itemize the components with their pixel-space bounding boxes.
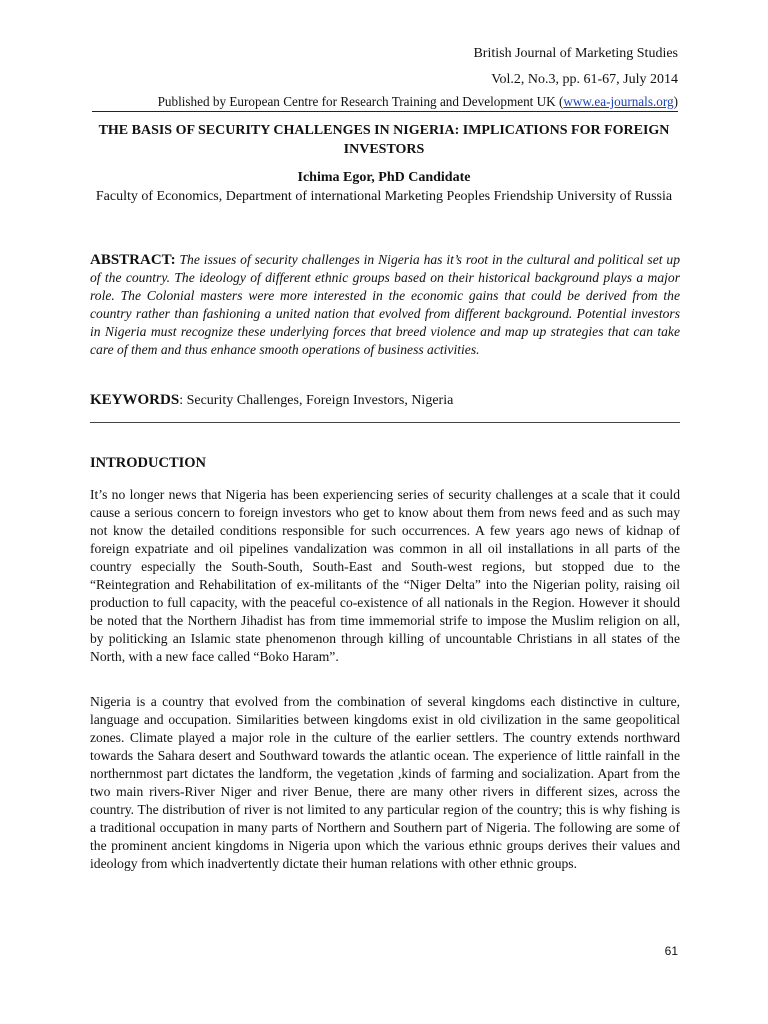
section-divider [90, 422, 680, 423]
abstract-label: ABSTRACT: [90, 252, 176, 268]
publisher-prefix: Published by European Centre for Research Training and Development UK ( [157, 94, 564, 109]
author-name: Ichima Egor, PhD Candidate [297, 170, 471, 185]
introduction-paragraph-2: Nigeria is a country that evolved from the combination of several kingdoms each distinctive in culture, language and occupation. Similarities between kingdoms exist in old civilization in the same geopolitical zones. Climate played a major role in the culture of the earlier settlers. The country extends northward towards the Sahara desert and Southward towards the atlantic ocean. The experience of little rainfall in the northernmost part dictates the landform, the vegetation ,kinds of farming and socialization. Apart from the two main rivers-River Niger and river Benue, there are many other rivers in different sizes, across the country. The distribution of river is not limited to any particular region of the country; this is why fishing is a traditional occupation in many parts of Northern and Southern part of Nigeria. The following are some of the prominent ancient kingdoms in Nigeria upon which the various ethnic groups derives their values and ideology from which inadvertently dictate their human relations with other ethnic groups. [90, 694, 680, 871]
introduction-heading: INTRODUCTION [90, 455, 207, 471]
author-affiliation: Faculty of Economics, Department of international Marketing Peoples Friendship University of Russia [95, 189, 673, 204]
paper-title: THE BASIS OF SECURITY CHALLENGES IN NIGERIA: IMPLICATIONS FOR FOREIGN INVESTORS [98, 123, 670, 157]
publisher-url-link[interactable]: www.ea-journals.org [563, 94, 674, 109]
publisher-suffix: ) [673, 94, 678, 109]
keywords [90, 392, 680, 409]
abstract [90, 251, 680, 359]
keywords-text: : Security Challenges, Foreign Investors, Nigeria [179, 393, 454, 408]
publisher-line [92, 94, 678, 112]
introduction-paragraph-1: It’s no longer news that Nigeria has been experiencing series of security challenges at a scale that it could cause a serious concern to foreign investors who get to know about them from news feed and as such may not know the detailed conditions responsible for such occurrences. A few years ago news of kidnap of foreign expatriate and oil pipelines vandalization was common in all oil installations in all parts of the country especially the South-South, South-East and South-west regions, but stopped due to the “Reintegration and Rehabilitation of ex-militants of the “Niger Delta” into the Nigerian polity, raising oil production to full capacity, with the peaceful co-existence of all nationals in the Region. However it should be noted that the Northern Jihadist has from time immemorial strife to impose the Muslim religion on all, by politicking an Islamic state phenomenon through killing of uncountable Christians in all states of the North, with a new face called “Boko Haram”. [90, 487, 680, 664]
keywords-label: KEYWORDS [90, 392, 180, 408]
volume-info: Vol.2, No.3, pp. 61-67, July 2014 [491, 72, 678, 87]
abstract-text: The issues of security challenges in Nigeria has it’s root in the cultural and political set up of the country. The ideology of different ethnic groups based on their historical background plays a major role. The Colonial masters were more interested in the economic gains that could be derived from the country rather than fashioning a united nation that evolved from different background. Potential investors in Nigeria must recognize these underlying forces that breed violence and map up strategies that can take care of them and thus enhance smooth operations of business activities. [90, 252, 680, 357]
page-number: 61 [664, 944, 678, 958]
journal-name: British Journal of Marketing Studies [473, 46, 678, 61]
